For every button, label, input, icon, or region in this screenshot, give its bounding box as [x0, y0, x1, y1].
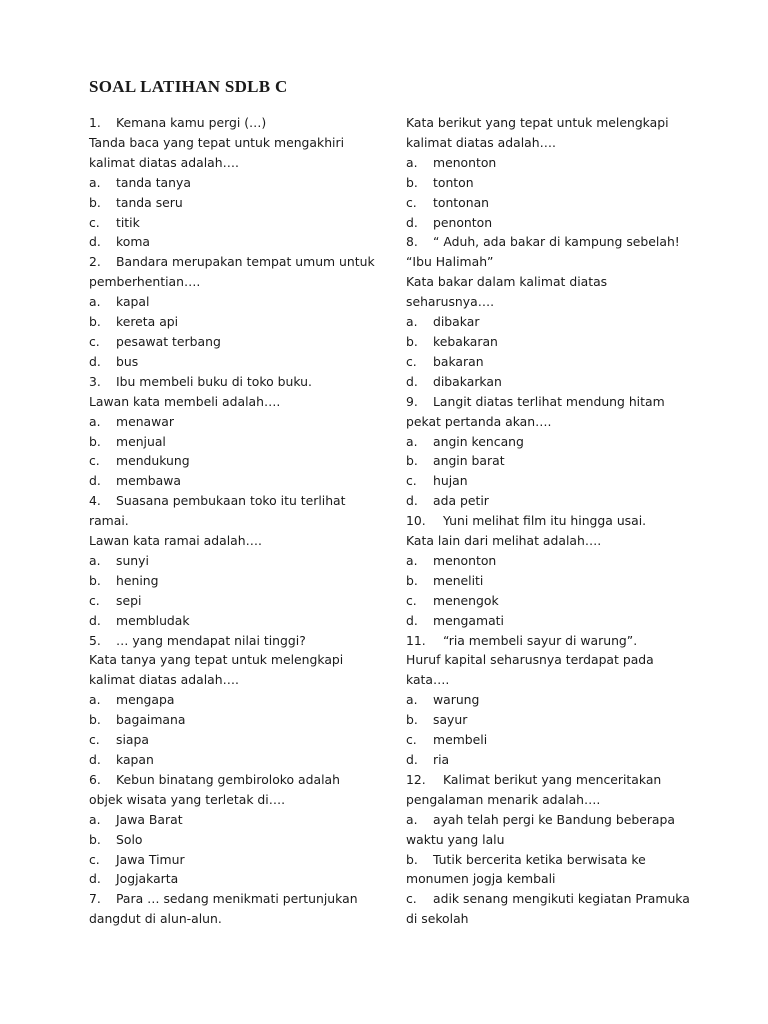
option-letter: d. [406, 373, 418, 389]
text-line [406, 133, 706, 153]
line-text: objek wisata yang terletak di…. [89, 791, 286, 807]
text-line [89, 670, 389, 690]
text-line [406, 869, 706, 889]
line-text: kalimat diatas adalah…. [89, 154, 239, 170]
line-text: koma [116, 234, 150, 250]
question-number: 9. [406, 393, 418, 409]
line-text: pemberhentian…. [89, 274, 201, 290]
answer-option [406, 491, 706, 511]
answer-option [406, 591, 706, 611]
option-letter: b. [406, 851, 418, 867]
line-text: Yuni melihat film itu hingga usai. [443, 513, 647, 529]
answer-option [89, 312, 389, 332]
answer-option [406, 889, 706, 909]
line-text: tanda tanya [116, 174, 191, 190]
answer-option [89, 173, 389, 193]
line-text: “ Aduh, ada bakar di kampung sebelah! [433, 234, 680, 250]
question-number: 4. [89, 493, 101, 509]
text-line [89, 511, 389, 531]
option-letter: d. [89, 752, 101, 767]
line-text: Tutik bercerita ketika berwisata ke [433, 851, 646, 867]
text-line [406, 292, 706, 312]
line-text: menonton [433, 552, 497, 568]
text-line [406, 272, 706, 292]
text-line [406, 830, 706, 850]
line-text: tonton [433, 174, 474, 190]
question-number: 8. [406, 234, 418, 250]
option-letter: d. [89, 612, 101, 628]
line-text: dangdut di alun-alun. [89, 911, 222, 927]
line-text: kalimat diatas adalah…. [406, 134, 556, 150]
option-letter: b. [406, 572, 418, 588]
question-line [89, 252, 389, 272]
option-letter: a. [406, 314, 418, 330]
answer-option [89, 232, 389, 252]
answer-option [406, 213, 706, 233]
question-line [406, 392, 706, 412]
answer-option [406, 471, 706, 491]
line-text: Kebun binatang gembiroloko adalah [116, 771, 340, 787]
text-line [89, 272, 389, 292]
line-text: membawa [116, 473, 181, 489]
question-line [406, 511, 706, 531]
line-text: “Ibu Halimah” [406, 254, 494, 270]
line-text: sunyi [116, 552, 149, 568]
text-line [89, 909, 389, 929]
text-line [406, 412, 706, 432]
text-line [406, 670, 706, 690]
line-text: hening [116, 572, 159, 588]
line-text: sepi [116, 592, 142, 608]
option-letter: b. [89, 831, 101, 847]
answer-option [89, 551, 389, 571]
text-line [89, 153, 389, 173]
option-letter: c. [406, 592, 417, 608]
line-text: ada petir [433, 493, 489, 509]
line-text: hujan [433, 473, 468, 489]
option-letter: a. [89, 552, 101, 568]
option-letter: c. [406, 353, 417, 369]
question-number: 6. [89, 771, 101, 787]
line-text: siapa [116, 732, 149, 748]
answer-option [89, 571, 389, 591]
line-text: tanda seru [116, 194, 183, 210]
line-text: monumen jogja kembali [406, 871, 556, 887]
option-letter: c. [406, 473, 417, 489]
answer-option [406, 332, 706, 352]
right-column [406, 113, 706, 929]
option-letter: a. [406, 154, 418, 170]
question-number: 11. [406, 632, 426, 648]
line-text: bus [116, 353, 139, 369]
answer-option [406, 710, 706, 730]
text-line [406, 252, 706, 272]
text-line [89, 531, 389, 551]
line-text: menjual [116, 433, 166, 449]
line-text: adik senang mengikuti kegiatan Pramuka [433, 891, 690, 907]
option-letter: a. [406, 552, 418, 568]
line-text: Lawan kata membeli adalah…. [89, 393, 281, 409]
line-text: menonton [433, 154, 497, 170]
question-line [89, 631, 389, 651]
line-text: tontonan [433, 194, 490, 210]
line-text: Kemana kamu pergi (…) [116, 115, 267, 130]
left-column [89, 113, 389, 929]
answer-option [406, 750, 706, 770]
line-text: Jawa Barat [116, 811, 183, 827]
line-text: Kalimat berikut yang menceritakan [443, 771, 662, 787]
answer-option [89, 432, 389, 452]
option-letter: d. [406, 214, 418, 230]
option-letter: b. [89, 194, 101, 210]
option-letter: c. [89, 214, 100, 230]
question-line [406, 631, 706, 651]
line-text: pekat pertanda akan…. [406, 413, 552, 429]
line-text: Kata tanya yang tepat untuk melengkapi [89, 652, 344, 668]
line-text: titik [116, 214, 140, 230]
line-text: meneliti [433, 572, 484, 588]
line-text: mengapa [116, 692, 175, 708]
answer-option [89, 730, 389, 750]
text-line [406, 790, 706, 810]
answer-option [406, 850, 706, 870]
line-text: Bandara merupakan tempat umum untuk [116, 254, 375, 270]
question-number: 12. [406, 771, 426, 787]
option-letter: b. [89, 712, 101, 728]
line-text: sayur [433, 712, 468, 728]
answer-option [89, 830, 389, 850]
text-line [406, 113, 706, 133]
line-text: mengamati [433, 612, 504, 628]
line-text: ramai. [89, 513, 129, 529]
answer-option [406, 352, 706, 372]
line-text: Kata bakar dalam kalimat diatas [406, 274, 608, 290]
option-letter: b. [89, 314, 101, 330]
line-text: warung [433, 692, 480, 708]
answer-option [406, 690, 706, 710]
line-text: Langit diatas terlihat mendung hitam [433, 393, 665, 409]
line-text: Solo [116, 831, 143, 847]
text-line [89, 133, 389, 153]
text-line [406, 909, 706, 929]
line-text: menawar [116, 413, 174, 429]
option-letter: c. [406, 194, 417, 210]
question-line [406, 232, 706, 252]
answer-option [406, 193, 706, 213]
option-letter: a. [406, 692, 418, 708]
option-letter: c. [89, 592, 100, 608]
question-number: 10. [406, 513, 426, 529]
line-text: angin barat [433, 453, 505, 469]
line-text: Kata berikut yang tepat untuk melengkapi [406, 115, 669, 130]
question-line [89, 889, 389, 909]
document-title: SOAL LATIHAN SDLB C [89, 77, 288, 96]
option-letter: d. [89, 473, 101, 489]
answer-option [406, 312, 706, 332]
text-line [89, 650, 389, 670]
option-letter: a. [89, 811, 101, 827]
text-line [89, 392, 389, 412]
line-text: mendukung [116, 453, 190, 469]
option-letter: a. [89, 174, 101, 190]
answer-option [89, 471, 389, 491]
answer-option [89, 750, 389, 770]
question-number: 2. [89, 254, 101, 270]
option-letter: c. [89, 851, 100, 867]
answer-option [406, 611, 706, 631]
option-letter: b. [406, 712, 418, 728]
option-letter: b. [406, 174, 418, 190]
text-line [406, 650, 706, 670]
question-number: 5. [89, 632, 101, 648]
line-text: Jawa Timur [116, 851, 185, 867]
answer-option [89, 332, 389, 352]
option-letter: a. [89, 413, 101, 429]
answer-option [406, 432, 706, 452]
line-text: ayah telah pergi ke Bandung beberapa [433, 811, 675, 827]
answer-option [89, 611, 389, 631]
line-text: pesawat terbang [116, 333, 221, 349]
question-line [89, 113, 389, 133]
answer-option [406, 810, 706, 830]
line-text: Suasana pembukaan toko itu terlihat [116, 493, 346, 509]
option-letter: d. [406, 752, 418, 767]
question-line [406, 770, 706, 790]
option-letter: d. [89, 871, 101, 887]
option-letter: b. [89, 572, 101, 588]
line-text: Kata lain dari melihat adalah…. [406, 533, 602, 549]
answer-option [89, 690, 389, 710]
line-text: seharusnya…. [406, 294, 495, 310]
line-text: ria [433, 752, 450, 767]
line-text: Jogjakarta [116, 871, 179, 887]
answer-option [89, 591, 389, 611]
question-line [89, 770, 389, 790]
line-text: kapal [116, 294, 150, 310]
option-letter: b. [406, 333, 418, 349]
option-letter: d. [89, 234, 101, 250]
question-line [89, 372, 389, 392]
option-letter: c. [89, 333, 100, 349]
option-letter: a. [89, 294, 101, 310]
answer-option [89, 412, 389, 432]
line-text: kapan [116, 752, 154, 767]
option-letter: d. [406, 612, 418, 628]
answer-option [406, 173, 706, 193]
option-letter: a. [406, 433, 418, 449]
text-line [89, 790, 389, 810]
line-text: “ria membeli sayur di warung”. [443, 632, 638, 648]
answer-option [89, 869, 389, 889]
line-text: membeli [433, 732, 488, 748]
option-letter: c. [89, 453, 100, 469]
question-number: 3. [89, 373, 101, 389]
answer-option [89, 213, 389, 233]
text-line [406, 531, 706, 551]
question-number: 1. [89, 115, 101, 130]
line-text: kebakaran [433, 333, 498, 349]
line-text: bagaimana [116, 712, 186, 728]
option-letter: c. [406, 891, 417, 907]
answer-option [406, 571, 706, 591]
option-letter: b. [406, 453, 418, 469]
answer-option [89, 352, 389, 372]
answer-option [406, 730, 706, 750]
line-text: Ibu membeli buku di toko buku. [116, 373, 312, 389]
line-text: dibakar [433, 314, 480, 330]
line-text: kereta api [116, 314, 179, 330]
line-text: pengalaman menarik adalah…. [406, 791, 601, 807]
line-text: waktu yang lalu [406, 831, 505, 847]
answer-option [89, 451, 389, 471]
option-letter: d. [89, 353, 101, 369]
option-letter: c. [406, 732, 417, 748]
question-number: 7. [89, 891, 101, 907]
line-text: Huruf kapital seharusnya terdapat pada [406, 652, 654, 668]
line-text: bakaran [433, 353, 484, 369]
answer-option [89, 810, 389, 830]
line-text: membludak [116, 612, 190, 628]
line-text: kata…. [406, 672, 450, 688]
answer-option [89, 292, 389, 312]
line-text: Tanda baca yang tepat untuk mengakhiri [89, 134, 345, 150]
line-text: kalimat diatas adalah…. [89, 672, 239, 688]
answer-option [89, 193, 389, 213]
line-text: menengok [433, 592, 499, 608]
answer-option [89, 850, 389, 870]
option-letter: a. [89, 692, 101, 708]
line-text: di sekolah [406, 911, 469, 927]
answer-option [406, 153, 706, 173]
answer-option [406, 551, 706, 571]
line-text: Para … sedang menikmati pertunjukan [116, 891, 358, 907]
answer-option [89, 710, 389, 730]
line-text: penonton [433, 214, 493, 230]
line-text: Lawan kata ramai adalah…. [89, 533, 262, 549]
line-text: … yang mendapat nilai tinggi? [116, 632, 306, 648]
answer-option [406, 372, 706, 392]
option-letter: c. [89, 732, 100, 748]
question-line [89, 491, 389, 511]
answer-option [406, 451, 706, 471]
option-letter: d. [406, 493, 418, 509]
option-letter: a. [406, 811, 418, 827]
option-letter: b. [89, 433, 101, 449]
line-text: angin kencang [433, 433, 524, 449]
line-text: dibakarkan [433, 373, 502, 389]
